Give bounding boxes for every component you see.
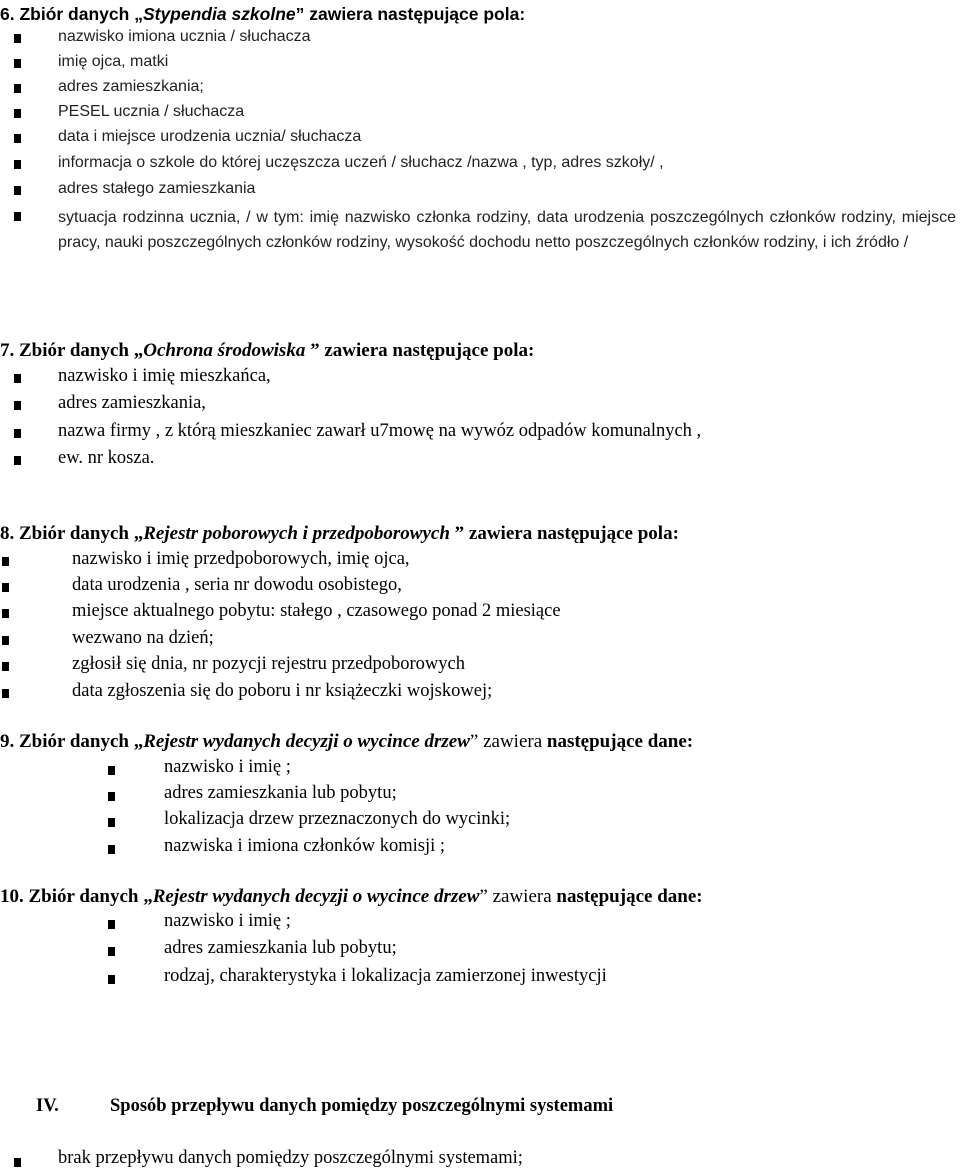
section-7-prefix: 7. Zbiór danych „ <box>0 340 144 361</box>
bullet-icon <box>108 947 115 956</box>
bullet-icon <box>14 59 21 68</box>
bullet-icon <box>108 845 115 854</box>
bullet-icon <box>108 920 115 929</box>
bullet-icon <box>14 84 21 93</box>
section-10-item: rodzaj, charakterystyka i lokalizacja zamierzonej inwestycji <box>164 966 607 986</box>
bullet-icon <box>14 456 21 465</box>
bullet-icon <box>14 212 21 221</box>
section-8-name: Rejestr poborowych i przedpoborowych <box>143 523 450 544</box>
section-6-item: adres zamieszkania; <box>58 78 204 95</box>
section-9-item: nazwiska i imiona członków komisji ; <box>164 836 446 856</box>
section-6-item-multiline: sytuacja rodzinna ucznia, / w tym: imię nazwisko członka rodziny, data urodzenia poszczególnych członków rodziny, miejsce pracy, nauki poszczególnych członków rodziny, wysokość dochodu netto poszczególnych członków rodziny, i ich źródło / <box>58 209 956 251</box>
section-10-item: adres zamieszkania lub pobytu; <box>164 938 397 958</box>
section-8-item: nazwisko i imię przedpoborowych, imię ojca, <box>72 549 410 569</box>
section-6-prefix: 6. Zbiór danych „ <box>0 4 143 24</box>
section-7-item: nazwa firmy , z którą mieszkaniec zawarł u7mowę na wywóz odpadów komunalnych , <box>58 421 702 441</box>
section-7-item: adres zamieszkania, <box>58 393 206 413</box>
section-6-item: nazwisko imiona ucznia / słuchacza <box>58 28 311 45</box>
bullet-icon <box>108 766 115 775</box>
bullet-icon <box>14 134 21 143</box>
bullet-icon <box>14 109 21 118</box>
section-9-heading <box>0 731 693 753</box>
section-8-item: zgłosił się dnia, nr pozycji rejestru przedpoborowych <box>72 654 466 674</box>
section-8-suffix: ” zawiera następujące pola: <box>449 523 679 544</box>
bullet-icon <box>2 609 9 618</box>
section-7-name: Ochrona środowiska <box>143 340 306 361</box>
section-7-item: nazwisko i imię mieszkańca, <box>58 366 271 386</box>
bullet-icon <box>14 401 21 410</box>
section-10-prefix: 10. Zbiór danych „ <box>0 886 153 907</box>
bullet-icon <box>2 662 9 671</box>
bullet-icon <box>108 792 115 801</box>
section-8-item: wezwano na dzień; <box>72 628 214 648</box>
bullet-icon <box>2 583 9 592</box>
section-6-suffix: ” zawiera następujące pola: <box>295 4 526 24</box>
section-10-name: Rejestr wydanych decyzji o wycince drzew <box>152 886 480 907</box>
section-6-item: PESEL ucznia / słuchacza <box>58 103 245 120</box>
section-7-heading <box>0 340 534 362</box>
bullet-icon <box>108 975 115 984</box>
bullet-icon <box>108 818 115 827</box>
section-7-suffix: ” zawiera następujące pola: <box>305 340 535 361</box>
section-9-item: nazwisko i imię ; <box>164 757 291 777</box>
section-9-item: adres zamieszkania lub pobytu; <box>164 783 397 803</box>
bullet-icon <box>2 636 9 645</box>
section-9-mid: ” zawiera <box>469 731 547 752</box>
section-8-heading <box>0 523 679 545</box>
section-9-item: lokalizacja drzew przeznaczonych do wycinki; <box>164 809 511 829</box>
section-10-item: nazwisko i imię ; <box>164 911 291 931</box>
section-7-item: ew. nr kosza. <box>58 448 155 468</box>
chapter-item: brak przepływu danych pomiędzy poszczególnymi systemami; <box>58 1148 523 1168</box>
section-8-item: data urodzenia , seria nr dowodu osobistego, <box>72 575 402 595</box>
section-9-suffix: następujące dane: <box>546 731 694 752</box>
section-10-heading <box>0 886 703 908</box>
bullet-icon <box>2 689 9 698</box>
bullet-icon <box>14 34 21 43</box>
section-8-item: miejsce aktualnego pobytu: stałego , czasowego ponad 2 miesiące <box>72 601 561 621</box>
section-6-item: imię ojca, matki <box>58 53 169 70</box>
section-6-item: adres stałego zamieszkania <box>58 180 256 197</box>
section-6-name: Stypendia szkolne <box>142 4 296 24</box>
section-6-item: data i miejsce urodzenia ucznia/ słuchacza <box>58 128 362 145</box>
bullet-icon <box>14 160 21 169</box>
section-6-heading <box>0 4 525 25</box>
section-9-prefix: 9. Zbiór danych „ <box>0 731 144 752</box>
bullet-icon <box>14 429 21 438</box>
bullet-icon <box>14 186 21 195</box>
section-6-item: informacja o szkole do której uczęszcza uczeń / słuchacz /nazwa , typ, adres szkoły/ , <box>58 154 664 171</box>
chapter-title: Sposób przepływu danych pomiędzy poszczególnymi systemami <box>110 1096 614 1116</box>
chapter-number: IV. <box>36 1096 59 1116</box>
section-10-suffix: następujące dane: <box>556 886 703 907</box>
section-8-prefix: 8. Zbiór danych „ <box>0 523 144 544</box>
section-8-item: data zgłoszenia się do poboru i nr książeczki wojskowej; <box>72 681 493 701</box>
section-10-mid: ” zawiera <box>479 886 557 907</box>
bullet-icon <box>14 374 21 383</box>
section-9-name: Rejestr wydanych decyzji o wycince drzew <box>143 731 470 752</box>
bullet-icon <box>2 557 9 566</box>
bullet-icon <box>14 1158 21 1167</box>
